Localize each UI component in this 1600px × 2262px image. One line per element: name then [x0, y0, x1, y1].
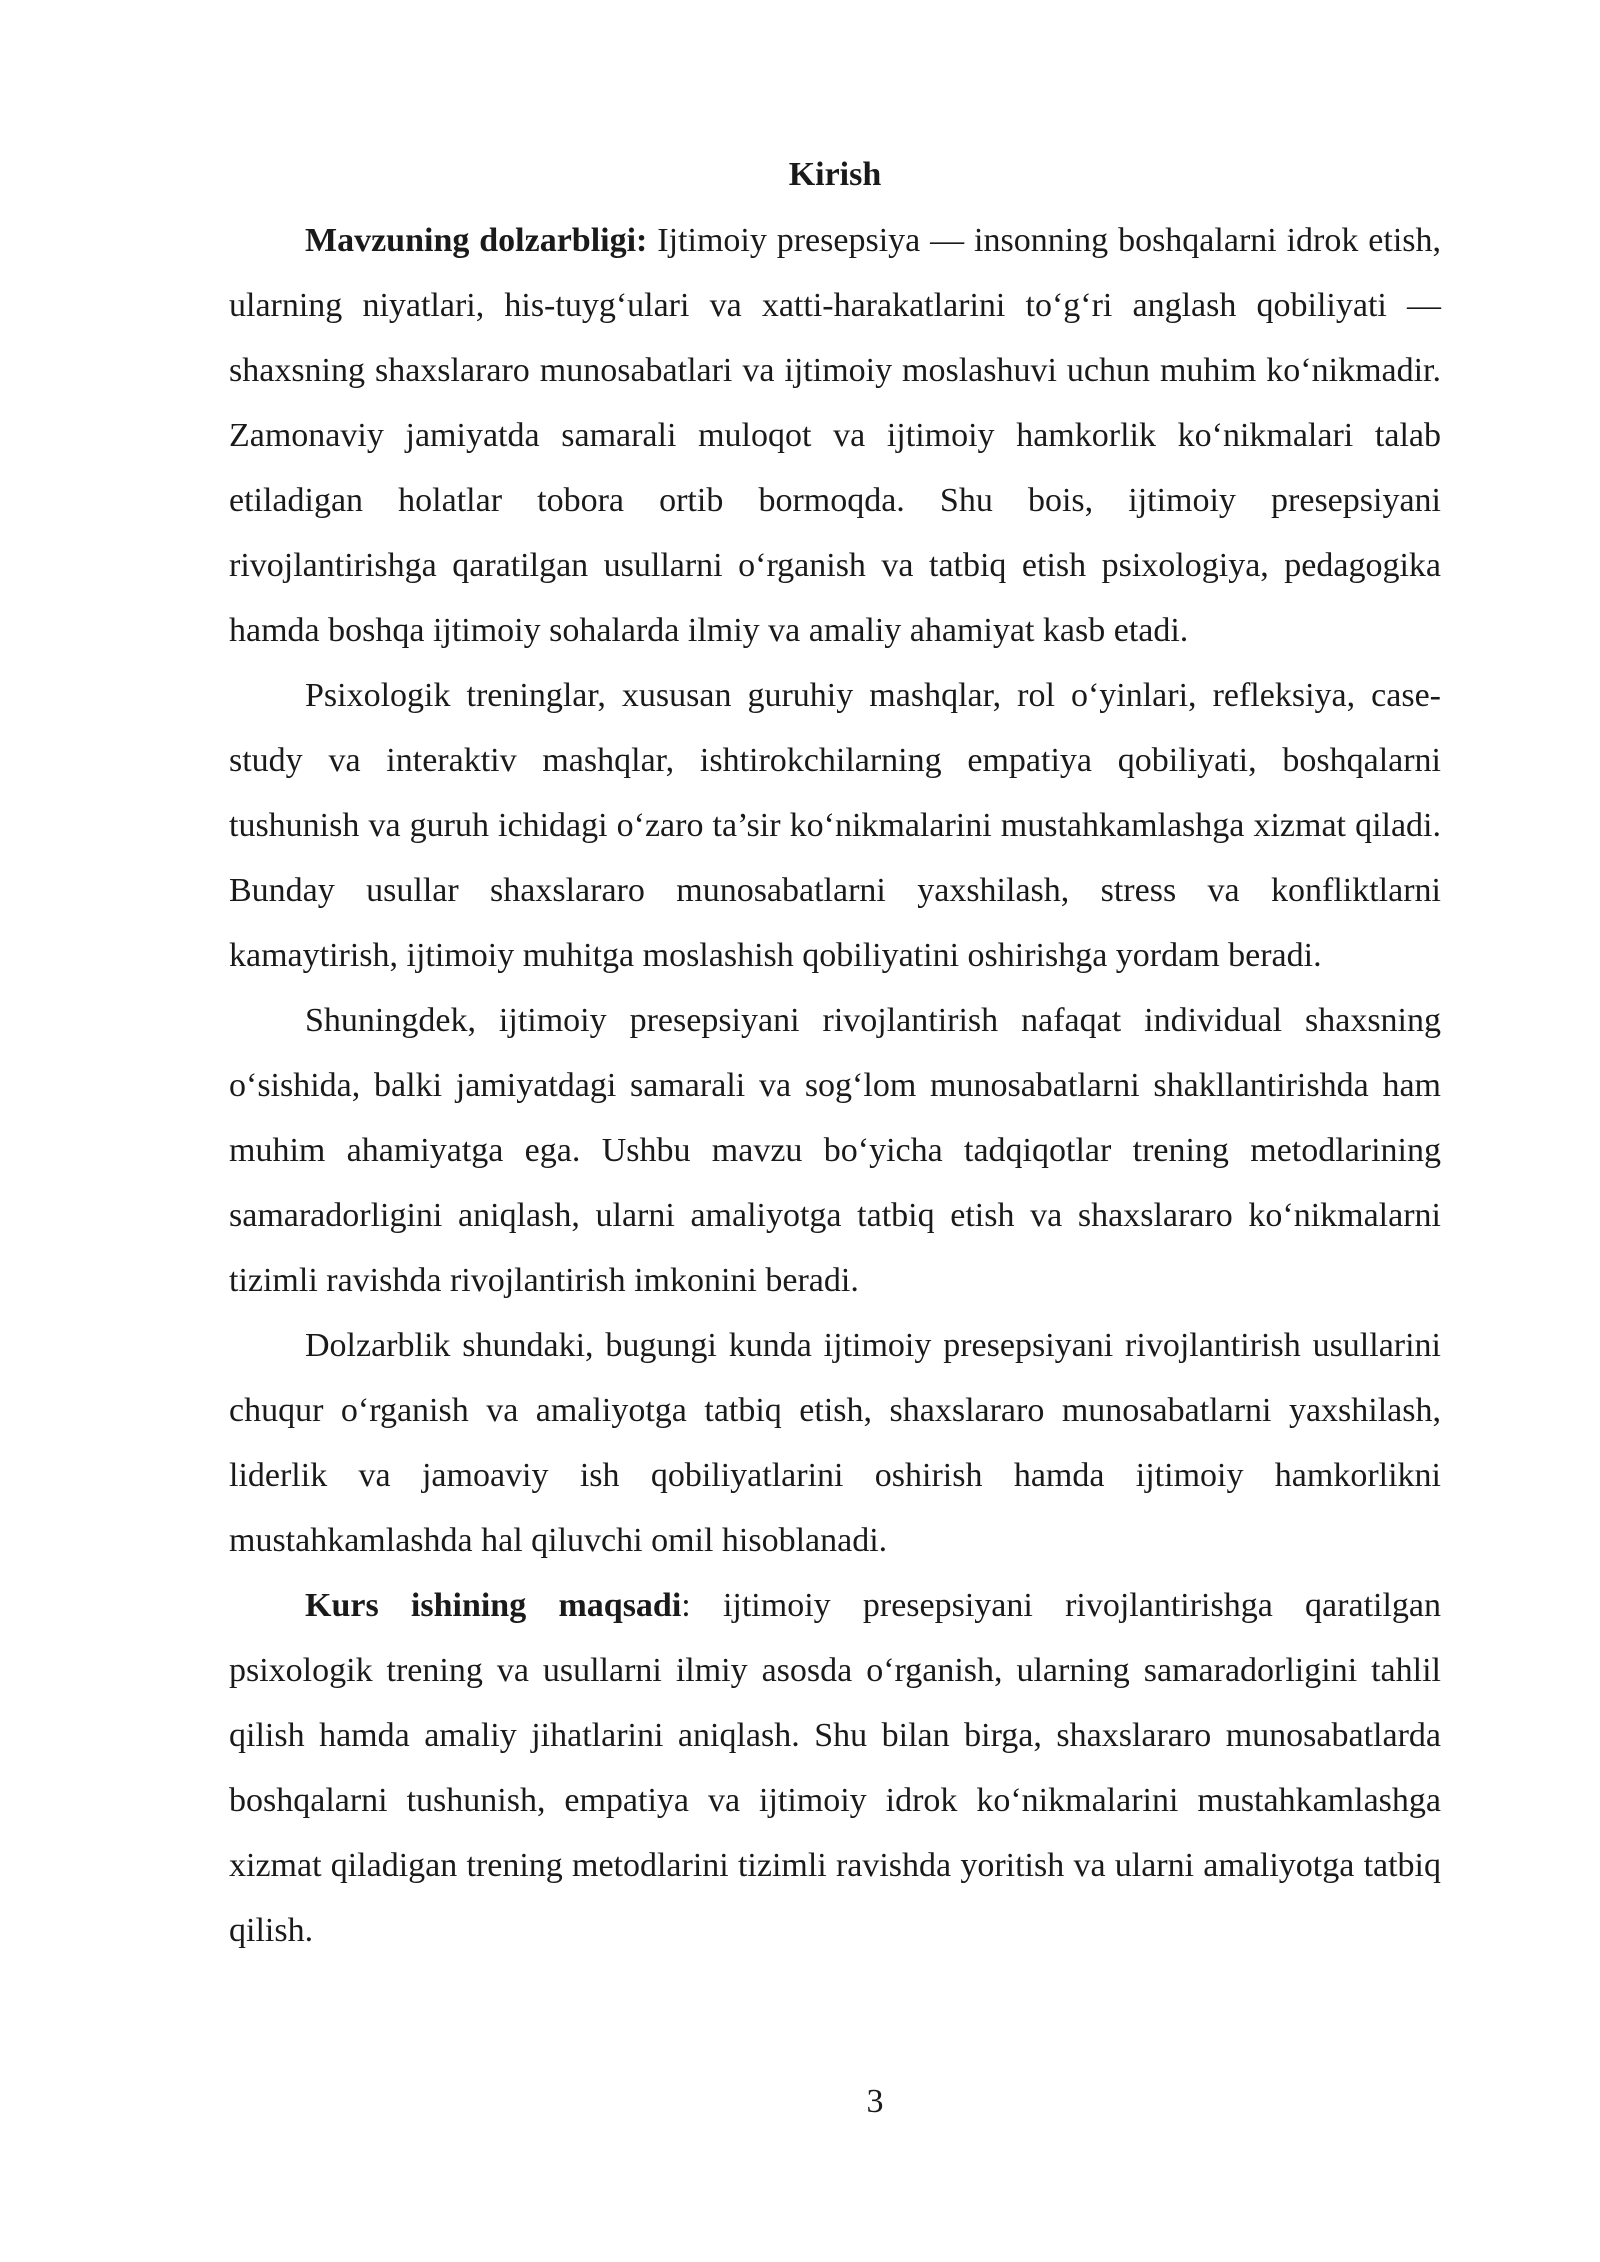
section-title: Kirish	[788, 156, 882, 193]
paragraph-text-goal: : ijtimoiy presepsiyani rivojlantirishga qaratilgan psixologik trening va usullarni ilmiy asosda o‘rganish, ularning samaradorligini tahlil qilish hamda amaliy jihatlarini aniqlash. Shu bilan birga, shaxslararo munosabatlarda boshqalarni tushunish, empatiya va ijtimoiy idrok ko‘nikmalarini mustahkamlashga xizmat qiladigan trening metodlarini tizimli ravishda yoritish va ularni amaliyotga tatbiq qilish.	[229, 1587, 1441, 1949]
page-number: 3	[866, 2083, 884, 2120]
paragraph-goal	[229, 1573, 1441, 1963]
paragraph-lead-relevance: Mavzuning dolzarbligi:	[305, 222, 648, 259]
paragraph-text-significance: Dolzarblik shundaki, bugungi kunda ijtimoiy presepsiyani rivojlantirish usullarini chuqur o‘rganish va amaliyotga tatbiq etish, shaxslararo munosabatlarni yaxshilash, liderlik va jamoaviy ish qobiliyatlarini oshirish hamda ijtimoiy hamkorlikni mustahkamlashda hal qiluvchi omil hisoblanadi.	[229, 1327, 1441, 1559]
paragraph-development	[229, 988, 1441, 1313]
paragraph-text-trainings: Psixologik treninglar, xususan guruhiy mashqlar, rol o‘yinlari, refleksiya, case-study va interaktiv mashqlar, ishtirokchilarning empatiya qobiliyati, boshqalarni tushunish va guruh ichidagi o‘zaro ta’sir ko‘nikmalarini mustahkamlashga xizmat qiladi. Bunday usullar shaxslararo munosabatlarni yaxshilash, stress va konfliktlarni kamaytirish, ijtimoiy muhitga moslashish qobiliyatini oshirishga yordam beradi.	[229, 677, 1441, 974]
page-content	[229, 148, 1441, 1963]
paragraph-relevance	[229, 208, 1441, 663]
paragraph-text-relevance: Ijtimoiy presepsiya — insonning boshqalarni idrok etish, ularning niyatlari, his-tuyg‘ulari va xatti-harakatlarini to‘g‘ri anglash qobiliyati — shaxsning shaxslararo munosabatlari va ijtimoiy moslashuvi uchun muhim ko‘nikmadir. Zamonaviy jamiyatda samarali muloqot va ijtimoiy hamkorlik ko‘nikmalari talab etiladigan holatlar tobora ortib bormoqda. Shu bois, ijtimoiy presepsiyani rivojlantirishga qaratilgan usullarni o‘rganish va tatbiq etish psixologiya, pedagogika hamda boshqa ijtimoiy sohalarda ilmiy va amaliy ahamiyat kasb etadi.	[229, 222, 1441, 649]
paragraph-trainings	[229, 663, 1441, 988]
paragraph-significance	[229, 1313, 1441, 1573]
paragraph-lead-goal: Kurs ishining maqsadi	[305, 1587, 682, 1624]
paragraph-text-development: Shuningdek, ijtimoiy presepsiyani rivojlantirish nafaqat individual shaxsning o‘sishida, balki jamiyatdagi samarali va sog‘lom munosabatlarni shakllantirishda ham muhim ahamiyatga ega. Ushbu mavzu bo‘yicha tadqiqotlar trening metodlarining samaradorligini aniqlash, ularni amaliyotga tatbiq etish va shaxslararo ko‘nikmalarni tizimli ravishda rivojlantirish imkonini beradi.	[229, 1002, 1441, 1299]
